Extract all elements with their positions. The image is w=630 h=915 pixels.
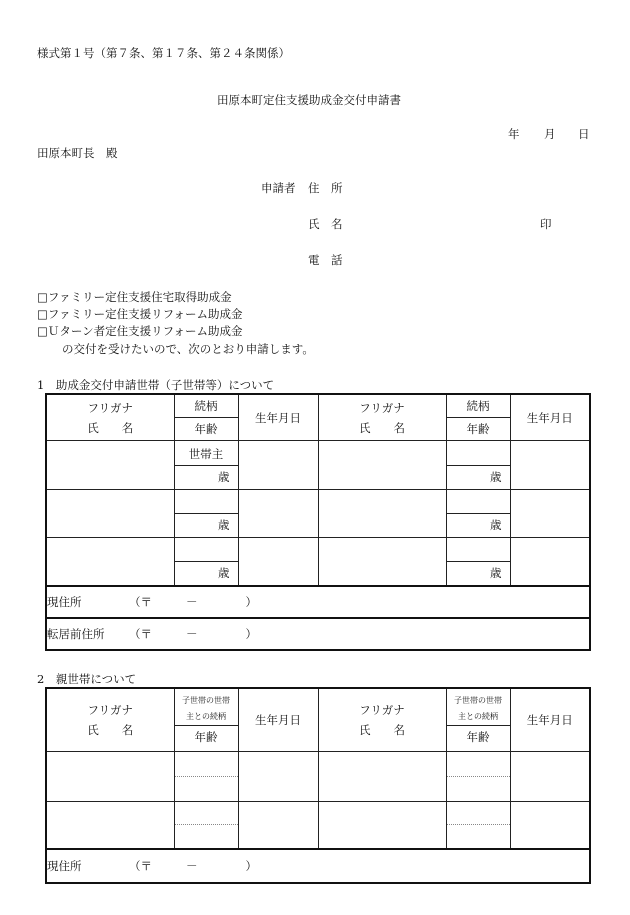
relation-age-cell[interactable]: 歳 <box>446 490 510 538</box>
name-cell[interactable] <box>46 801 174 849</box>
table-row <box>46 801 590 849</box>
form-number: 様式第１号（第７条、第１７条、第２４条関係） <box>37 46 290 60</box>
col-birthdate: 生年月日 <box>238 688 318 751</box>
previous-address-field[interactable]: 転居前住所 （〒 － ） <box>46 618 590 650</box>
table-row <box>46 538 590 586</box>
col-birthdate-2: 生年月日 <box>510 688 590 751</box>
col-relation-age-2: 子世帯の世帯 主との続柄 年齢 <box>446 688 510 751</box>
col-furigana-name-2: フリガナ 氏 名 <box>318 394 446 441</box>
relation-age-cell[interactable]: 世帯主 歳 <box>174 441 238 490</box>
relation-age-cell[interactable]: 歳 <box>174 490 238 538</box>
birthdate-cell[interactable] <box>238 538 318 586</box>
name-cell[interactable] <box>46 490 174 538</box>
section2-table <box>45 687 591 884</box>
name-cell[interactable] <box>318 801 446 849</box>
current-address-row <box>46 586 590 618</box>
date-month-label: 月 <box>544 127 556 141</box>
relation-age-cell[interactable]: 歳 <box>446 538 510 586</box>
current-address-row <box>46 849 590 883</box>
name-cell[interactable] <box>318 538 446 586</box>
date-day-label: 日 <box>578 127 590 141</box>
relation-age-cell[interactable] <box>446 801 510 849</box>
name-cell[interactable] <box>46 751 174 801</box>
name-cell[interactable] <box>46 441 174 490</box>
birthdate-cell[interactable] <box>238 751 318 801</box>
option-housing-acquisition[interactable]: □ファミリー定住支援住宅取得助成金 <box>37 290 232 304</box>
addressee: 田原本町長 殿 <box>37 146 118 160</box>
birthdate-cell[interactable] <box>510 441 590 490</box>
birthdate-cell[interactable] <box>238 801 318 849</box>
seal-mark: 印 <box>540 217 552 231</box>
relation-age-cell[interactable] <box>174 751 238 801</box>
request-text: の交付を受けたいので、次のとおり申請します。 <box>62 342 314 356</box>
relation-age-cell[interactable]: 歳 <box>174 538 238 586</box>
relation-age-cell[interactable] <box>446 751 510 801</box>
previous-address-row <box>46 618 590 650</box>
applicant-label: 申請者 <box>261 181 296 195</box>
table-row <box>46 751 590 801</box>
table-row <box>46 441 590 490</box>
relation-age-cell[interactable]: 歳 <box>446 441 510 490</box>
applicant-address-label: 住 所 <box>308 181 343 195</box>
birthdate-cell[interactable] <box>510 801 590 849</box>
date-year-label: 年 <box>508 127 520 141</box>
col-birthdate: 生年月日 <box>238 394 318 441</box>
col-birthdate-2: 生年月日 <box>510 394 590 441</box>
section1-title: 1 助成金交付申請世帯（子世帯等）について <box>37 378 275 392</box>
col-furigana-name: フリガナ 氏 名 <box>46 688 174 751</box>
table-row <box>46 490 590 538</box>
col-relation-age-2: 続柄 年齢 <box>446 394 510 441</box>
section2-title: 2 親世帯について <box>37 672 137 686</box>
birthdate-cell[interactable] <box>510 490 590 538</box>
birthdate-cell[interactable] <box>510 538 590 586</box>
col-furigana-name: フリガナ 氏 名 <box>46 394 174 441</box>
section1-table <box>45 393 591 651</box>
name-cell[interactable] <box>46 538 174 586</box>
applicant-phone-label: 電 話 <box>308 253 343 267</box>
col-furigana-name-2: フリガナ 氏 名 <box>318 688 446 751</box>
birthdate-cell[interactable] <box>510 751 590 801</box>
current-address-field[interactable]: 現住所 （〒 － ） <box>46 849 590 883</box>
col-relation-age: 続柄 年齢 <box>174 394 238 441</box>
name-cell[interactable] <box>318 751 446 801</box>
page-title: 田原本町定住支援助成金交付申請書 <box>217 93 401 107</box>
birthdate-cell[interactable] <box>238 441 318 490</box>
col-relation-age: 子世帯の世帯 主との続柄 年齢 <box>174 688 238 751</box>
option-uturn-reform[interactable]: □Ｕターン者定住支援リフォーム助成金 <box>37 324 243 338</box>
birthdate-cell[interactable] <box>238 490 318 538</box>
name-cell[interactable] <box>318 490 446 538</box>
current-address-field[interactable]: 現住所 （〒 － ） <box>46 586 590 618</box>
applicant-name-label: 氏 名 <box>308 217 343 231</box>
option-family-reform[interactable]: □ファミリー定住支援リフォーム助成金 <box>37 307 243 321</box>
relation-age-cell[interactable] <box>174 801 238 849</box>
name-cell[interactable] <box>318 441 446 490</box>
